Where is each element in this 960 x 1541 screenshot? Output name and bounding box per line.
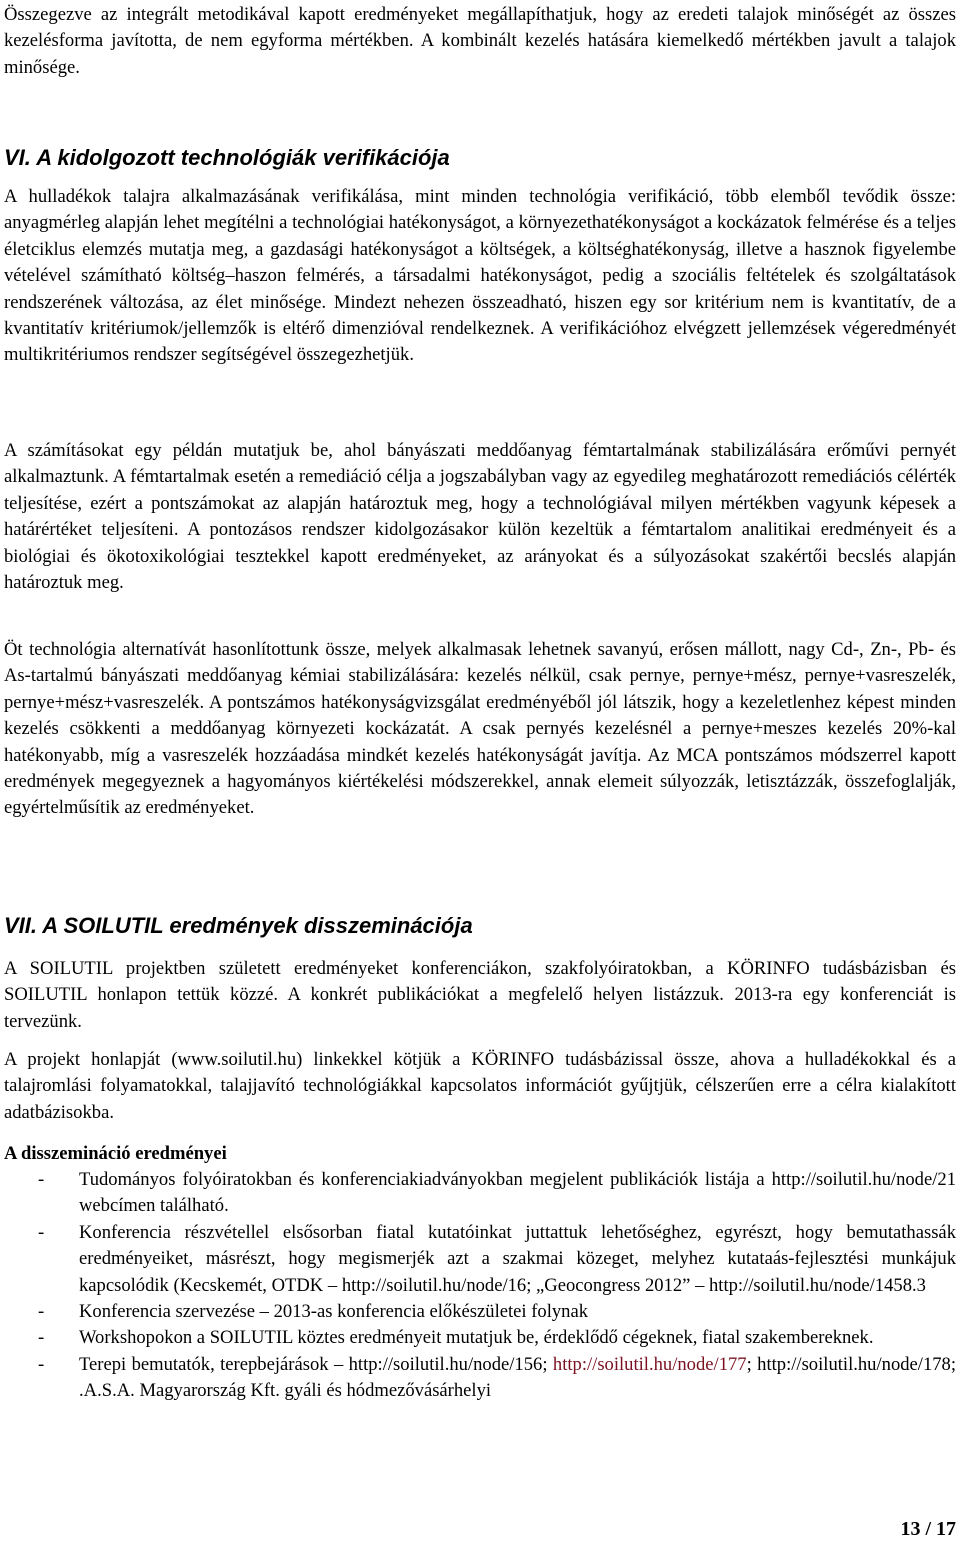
section-vii-heading: VII. A SOILUTIL eredmények disszeminációja [4, 913, 473, 938]
list-item-text: Tudományos folyóiratokban és konferenciakiadványokban megjelent publikációk listája a http://soilutil.hu/node/21 webcímen található. [79, 1169, 956, 1217]
section-vi-paragraph-2: A számításokat egy példán mutatjuk be, ahol bányászati meddőanyag fémtartalmának stabilizálására erőművi pernyét alkalmaztunk. A fémtartalmak esetén a remediáció célja a jogszabályban vagy az egyedileg meghatározott remediációs célérték teljesítése, ezért a pontszámokat az alapján határoztuk meg, hogy a technológiával milyen mértékben vagyunk képesek a határértéket teljesíteni. A pontozásos rendszer kidolgozásakor külön kezeltük a fémtartalom analitikai eredményeit és a biológiai és ökotoxikológiai tesztekkel kapott eredményeket, az arányokat és a súlyozásokat szakértői becslés alapján határoztuk meg. [4, 440, 956, 594]
section-vii-paragraph-2: A projekt honlapját (www.soilutil.hu) linkekkel kötjük a KÖRINFO tudásbázissal össze, ahova a hulladékokkal és a talajromlási folyamatokkal, talajjavító technológiákkal kapcsolatos információt gyűjtjük, célszerűen erre a célra kialakított adatbázisokba. [4, 1049, 956, 1123]
list-item-text: Konferencia részvétellel elsősorban fiatal kutatóinkat juttattuk lehetőséghez, egyrészt, hogy bemutathassák eredményeiket, másrészt, hogy megismerjék azt a szakmai közeget, melyhez kutataás-fejlesztési munkájuk kapcsolódik (Kecskemét, OTDK – http://soilutil.hu/node/16; „Geocongress 2012” – http://soilutil.hu/node/1458.3 [79, 1221, 956, 1296]
list-item [4, 1352, 956, 1405]
list-item-text: Workshopokon a SOILUTIL köztes eredményeit mutatjuk be, érdeklődő cégeknek, fiatal szakembereknek. [79, 1327, 874, 1349]
dissemination-results-title: A disszemináció eredményei [4, 1143, 227, 1164]
section-vi-paragraph-3: Öt technológia alternatívát hasonlítottunk össze, melyek alkalmasak lehetnek savanyú, erősen mállott, nagy Cd-, Zn-, Pb- és As-tartalmú bányászati meddőanyag kémiai stabilizálására: kezelés nélkül, csak pernye, pernye+mész, pernye+vasreszelék, pernye+mész+vasreszelék. A pontszámos hatékonyságvizsgálat eredményéből jól látszik, hogy a kezeletlenhez képest minden kezelés csökkenti a meddőanyag környezeti kockázatát. A csak pernyés kezelésnél a pernye+meszes kezelés 20%-kal hatékonyabb, míg a vasreszelék hozzáadása mindkét kezelés hatékonyságát javítja. Az MCA pontszámos módszerrel kapott eredmények megegyeznek a hagyományos kiértékelési módszerekkel, annak elemeit súlyozzák, letisztázzák, összefoglalják, egyértelműsítik az eredményeket. [4, 639, 956, 819]
list-dash: - [38, 1353, 45, 1375]
section-vi-heading: VI. A kidolgozott technológiák verifikációja [4, 145, 450, 170]
list-item [4, 1167, 956, 1220]
section-vii-paragraph-1: A SOILUTIL projektben született eredményeket konferenciákon, szakfolyóiratokban, a KÖRINFO tudásbázisban és SOILUTIL honlapon tettük közzé. A konkrét publikációkat a megfelelő helyen listázzuk. 2013-ra egy konferenciát is tervezünk. [4, 958, 956, 1032]
list-item-text-after: ; http://soilutil.hu/node/178; .A.S.A. Magyarország Kft. gyáli és hódmezővásárhelyi [79, 1353, 957, 1402]
list-item [4, 1299, 956, 1325]
list-dash: - [38, 1169, 45, 1190]
dissemination-list [4, 1167, 956, 1405]
intro-paragraph: Összegezve az integrált metodikával kapott eredményeket megállapíthatjuk, hogy az eredeti talajok minőségét az összes kezelésforma javította, de nem egyforma mértékben. A kombinált kezelés hatására kiemelkedő mértékben javult a talajok minősége. [4, 4, 956, 78]
list-item [4, 1220, 956, 1299]
list-item-text: Konferencia szervezése – 2013-as konferencia előkészületei folynak [79, 1301, 589, 1323]
list-dash: - [38, 1301, 45, 1323]
page-number: 13 / 17 [900, 1518, 956, 1540]
list-item-text-before: Terepi bemutatók, terepbejárások – http://soilutil.hu/node/156; [79, 1353, 553, 1375]
soilutil-node-177-link[interactable]: http://soilutil.hu/node/177 [552, 1353, 747, 1375]
list-dash: - [38, 1221, 45, 1243]
list-item [4, 1325, 956, 1351]
section-vi-paragraph-1: A hulladékok talajra alkalmazásának verifikálása, mint minden technológia verifikáció, több elemből tevődik össze: anyagmérleg alapján lehet megítélni a technológiai hatékonyságot, a környezethatékonyságot a kockázatok felmérése és a teljes életciklus elemzés mutatja meg, a gazdasági hatékonyságot a költségek, a költséghatékonyság, illetve a hasznok figyelembe vételével számítható költség–haszon felmérés, a társadalmi hatékonyságot, pedig a szociális feltételek és szolgáltatások rendszerének változása, az élet minősége. Mindezt nehezen összeadható, hiszen egy sor kritérium nem is kvantitatív, de a kvantitatív kritériumok/jellemzők is eltérő dimenzióval rendelkeznek. A verifikációhoz elvégzett jellemzések végeredményét multikritériumos rendszer segítségével összegezhetjük. [4, 186, 956, 366]
list-dash: - [38, 1327, 45, 1349]
